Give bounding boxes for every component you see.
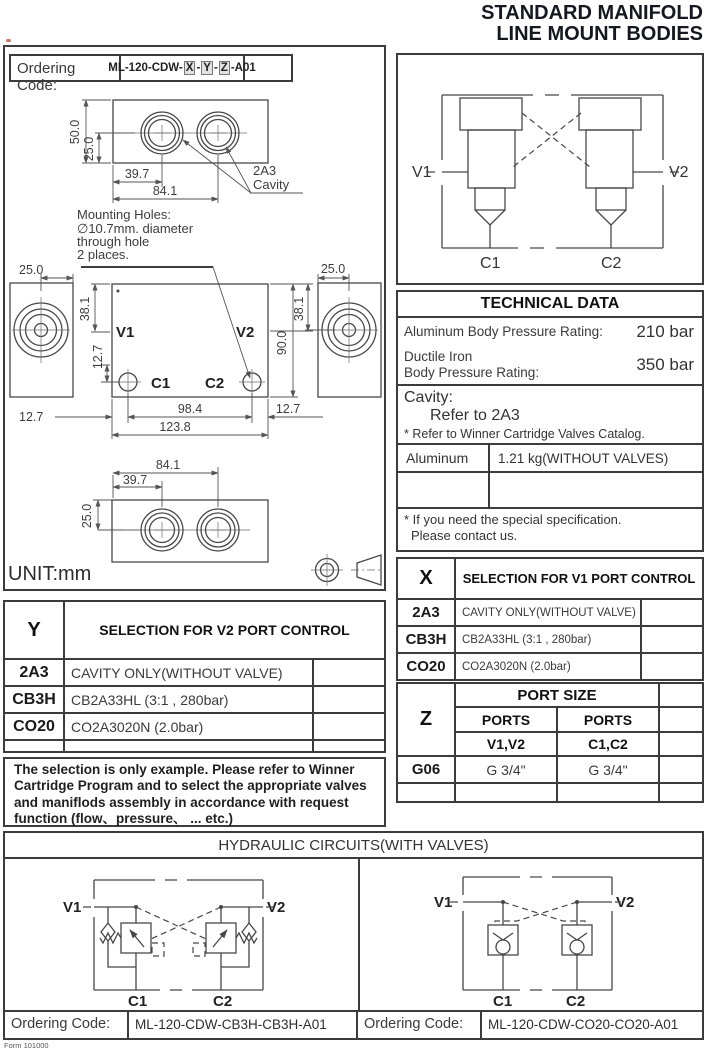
ordering-code-value	[108, 56, 256, 80]
table-row	[397, 783, 703, 802]
pressure-rating-aluminum-row	[398, 318, 702, 346]
bottom-view	[80, 458, 268, 562]
selection-y-header: SELECTION FOR V2 PORT CONTROL	[64, 601, 385, 659]
front-view-hole-right	[239, 369, 265, 395]
y-row2-code: CB3H	[4, 686, 64, 713]
x-row3-code: CO20	[397, 653, 455, 680]
schematic-c1-label: C1	[480, 255, 501, 272]
dim-front-25-right: 25.0	[320, 262, 346, 276]
dim-top-25: 25.0	[82, 136, 96, 162]
front-view-v2-label: V2	[236, 324, 255, 341]
oc-sep1: -	[196, 62, 201, 74]
mounting-note-line3: through hole	[77, 234, 150, 249]
port-size-empty-h3	[659, 732, 703, 756]
dim-top-841: 84.1	[152, 184, 178, 198]
left-ordering-label: Ordering Code:	[5, 1012, 129, 1038]
technical-data-title: TECHNICAL DATA	[398, 292, 702, 318]
x-row3-desc: CO2A3020N (2.0bar)	[455, 653, 641, 680]
x-row2-empty	[641, 626, 703, 653]
ductile-rating-label-line2: Body Pressure Rating:	[404, 365, 540, 380]
circuit1-v2-label: V2	[267, 899, 286, 916]
unit-label: UNIT:mm	[8, 563, 92, 585]
selection-x-table	[396, 557, 704, 681]
circuit1-v1-label: V1	[63, 899, 82, 916]
port-size-empty-h1	[659, 683, 703, 707]
page-footnote: Form 101000	[4, 1041, 49, 1050]
y-empty-r3	[313, 740, 385, 752]
weight-empty-cell1	[398, 473, 490, 507]
mounting-note-line2: ∅10.7mm. diameter	[77, 221, 194, 236]
y-row2-empty	[313, 686, 385, 713]
y-row2-desc: CB2A33HL (3:1 , 280bar)	[64, 686, 313, 713]
counterbalance-valve-right	[193, 907, 257, 990]
port-size-panel	[396, 682, 704, 803]
selection-x-key: X	[397, 558, 455, 599]
oc-prefix: ML-120-CDW-	[108, 62, 183, 74]
page-title-line1: STANDARD MANIFOLD	[481, 2, 703, 24]
right-ordering-code: ML-120-CDW-CO20-CO20-A01	[488, 1017, 679, 1032]
dim-bottom-397: 39.7	[122, 473, 148, 487]
schematic-v2-label: V2	[669, 164, 689, 181]
counterbalance-valve-left	[100, 907, 164, 990]
page-title	[481, 3, 703, 45]
y-row1-empty	[313, 659, 385, 686]
x-row1-desc: CAVITY ONLY(WITHOUT VALVE)	[455, 599, 641, 626]
ductile-rating-label-line1: Ductile Iron	[404, 349, 473, 365]
drawings-panel	[3, 45, 386, 591]
table-row	[4, 659, 385, 686]
ordering-code-empty-cell	[245, 56, 291, 80]
dim-front-381-right: 38.1	[292, 296, 306, 322]
circuit2-c2-label: C2	[566, 993, 586, 1010]
x-row1-code: 2A3	[397, 599, 455, 626]
scan-mark	[6, 39, 11, 42]
technical-data-panel	[396, 290, 704, 552]
dim-bottom-25: 25.0	[80, 503, 94, 529]
hydraulic-footer	[5, 1010, 702, 1038]
circuit1-c2-label: C2	[213, 993, 233, 1010]
y-row1-code: 2A3	[4, 659, 64, 686]
front-view	[10, 262, 381, 439]
y-empty-r2	[64, 740, 313, 752]
oc-y: Y	[203, 62, 211, 74]
port-size-empty-h2	[659, 707, 703, 732]
cartridge-valve-left	[460, 98, 522, 248]
pilot-check-valve-right	[562, 902, 592, 990]
circuit2-c1-label: C1	[493, 993, 513, 1010]
port-size-empty-r2	[455, 783, 557, 802]
dim-front-127-vert: 12.7	[91, 344, 105, 370]
selection-y-table	[3, 600, 386, 753]
port-size-empty-r1	[397, 783, 455, 802]
ordering-code-label: Ordering Code:	[17, 60, 76, 94]
table-row	[4, 713, 385, 740]
dim-front-90: 90.0	[275, 330, 289, 356]
dim-front-381-left: 38.1	[78, 296, 92, 322]
port-size-row-empty	[659, 756, 703, 783]
y-row3-empty	[313, 713, 385, 740]
weight-table	[398, 445, 702, 509]
cavity-label-line1: 2A3	[253, 163, 277, 178]
weight-value: 1.21 kg(WITHOUT VALVES)	[498, 450, 669, 466]
port-size-title: PORT SIZE	[455, 683, 659, 707]
selection-note: The selection is only example. Please refer to Winner Cartridge Program and to select the appropriate valves and maniflods assembly in accordance with request function (flow、pressure、 ... etc.)	[3, 757, 386, 827]
ductile-rating-label	[404, 349, 636, 380]
special-note-line1: * If you need the special specification.	[404, 512, 622, 527]
oc-x: X	[185, 62, 194, 74]
circuit-cb3h-drawing	[5, 859, 358, 1010]
cavity-note: * Refer to Winner Cartridge Valves Catalog.	[404, 427, 645, 441]
port-size-empty-r4	[659, 783, 703, 802]
ports-v-sub: V1,V2	[455, 732, 557, 756]
dim-front-1238: 123.8	[159, 420, 191, 434]
weight-row	[398, 445, 702, 473]
oc-sep2: -	[213, 62, 218, 74]
manifold-schematic-panel	[396, 53, 704, 285]
table-row	[397, 626, 703, 653]
y-empty-r1	[4, 740, 64, 752]
dim-front-25-left: 25.0	[19, 263, 44, 277]
front-view-c1-label: C1	[151, 375, 171, 392]
port-size-row-c: G 3/4"	[557, 756, 659, 783]
cavity-value: Refer to 2A3	[430, 407, 520, 424]
table-row	[4, 686, 385, 713]
aluminum-rating-label: Aluminum Body Pressure Rating:	[404, 324, 603, 340]
page-title-line2: LINE MOUNT BODIES	[496, 23, 703, 45]
circuit-co20-drawing	[360, 859, 704, 1010]
pilot-check-valve-left	[488, 902, 518, 990]
circuit1-c1-label: C1	[128, 993, 148, 1010]
cavity-label: Cavity:	[404, 389, 453, 406]
ports-v-header: PORTS	[455, 707, 557, 732]
projection-symbol-icon	[311, 554, 382, 586]
selection-x-header: SELECTION FOR V1 PORT CONTROL	[455, 558, 703, 599]
circuit2-v2-label: V2	[616, 894, 635, 911]
circuit-co20	[360, 859, 704, 1010]
port-size-key: Z	[397, 683, 455, 756]
x-row3-empty	[641, 653, 703, 680]
front-view-v1-label: V1	[116, 324, 135, 341]
ports-c-sub: C1,C2	[557, 732, 659, 756]
y-row3-desc: CO2A3020N (2.0bar)	[64, 713, 313, 740]
oc-suffix: -A01	[230, 62, 256, 74]
manifold-boundary	[442, 95, 663, 248]
front-view-c2-label: C2	[205, 375, 225, 392]
dim-top-397: 39.7	[124, 167, 150, 181]
selection-y-panel	[3, 600, 386, 753]
y-row3-code: CO20	[4, 713, 64, 740]
port-size-row-code: G06	[397, 756, 455, 783]
cartridge-valve-right	[579, 98, 641, 248]
table-row	[397, 599, 703, 626]
mounting-note-line1: Mounting Holes:	[77, 207, 171, 222]
dim-front-984: 98.4	[177, 402, 203, 416]
special-note-line2: Please contact us.	[411, 528, 518, 544]
schematic-v1-label: V1	[412, 164, 432, 181]
dim-front-127-br: 12.7	[275, 402, 301, 416]
selection-x-panel	[396, 557, 704, 681]
oc-z: Z	[220, 62, 228, 74]
selection-y-key: Y	[4, 601, 64, 659]
weight-material: Aluminum	[398, 445, 490, 471]
dimension-drawing	[5, 47, 382, 587]
circuit2-v1-label: V1	[434, 894, 453, 911]
dim-front-127-bl: 12.7	[19, 410, 44, 424]
aluminum-rating-value: 210 bar	[636, 322, 694, 341]
table-row	[397, 653, 703, 680]
hydraulic-circuits-panel	[3, 831, 704, 1040]
port-size-empty-r3	[557, 783, 659, 802]
special-note	[398, 509, 702, 548]
right-ordering-label: Ordering Code:	[358, 1012, 482, 1038]
cavity-block	[398, 386, 702, 445]
port-size-table	[396, 682, 704, 803]
x-row2-code: CB3H	[397, 626, 455, 653]
weight-empty-row	[398, 473, 702, 507]
side-view-left-port	[12, 297, 70, 363]
schematic-c2-label: C2	[601, 255, 622, 272]
mounting-note-line4: 2 places.	[77, 247, 130, 262]
y-row1-desc: CAVITY ONLY(WITHOUT VALVE)	[64, 659, 313, 686]
left-ordering-code: ML-120-CDW-CB3H-CB3H-A01	[129, 1012, 358, 1038]
cavity-callout	[183, 140, 303, 193]
ductile-rating-value: 350 bar	[636, 355, 694, 374]
cavity-label-line2: Cavity	[253, 177, 290, 192]
dim-top-50: 50.0	[68, 119, 82, 145]
manifold-schematic	[398, 55, 702, 283]
circuit-cb3h	[5, 859, 360, 1010]
table-row	[397, 756, 703, 783]
table-row	[4, 740, 385, 752]
dim-bottom-841: 84.1	[155, 458, 181, 472]
pressure-rating-ductile-row	[398, 346, 702, 386]
hydraulic-circuits-title: HYDRAULIC CIRCUITS(WITH VALVES)	[5, 833, 702, 859]
port-size-row-v: G 3/4"	[455, 756, 557, 783]
x-row1-empty	[641, 599, 703, 626]
x-row2-desc: CB2A33HL (3:1 , 280bar)	[455, 626, 641, 653]
ordering-code-bar	[9, 54, 293, 94]
cross-pilot-lines	[495, 902, 585, 925]
ports-c-header: PORTS	[557, 707, 659, 732]
